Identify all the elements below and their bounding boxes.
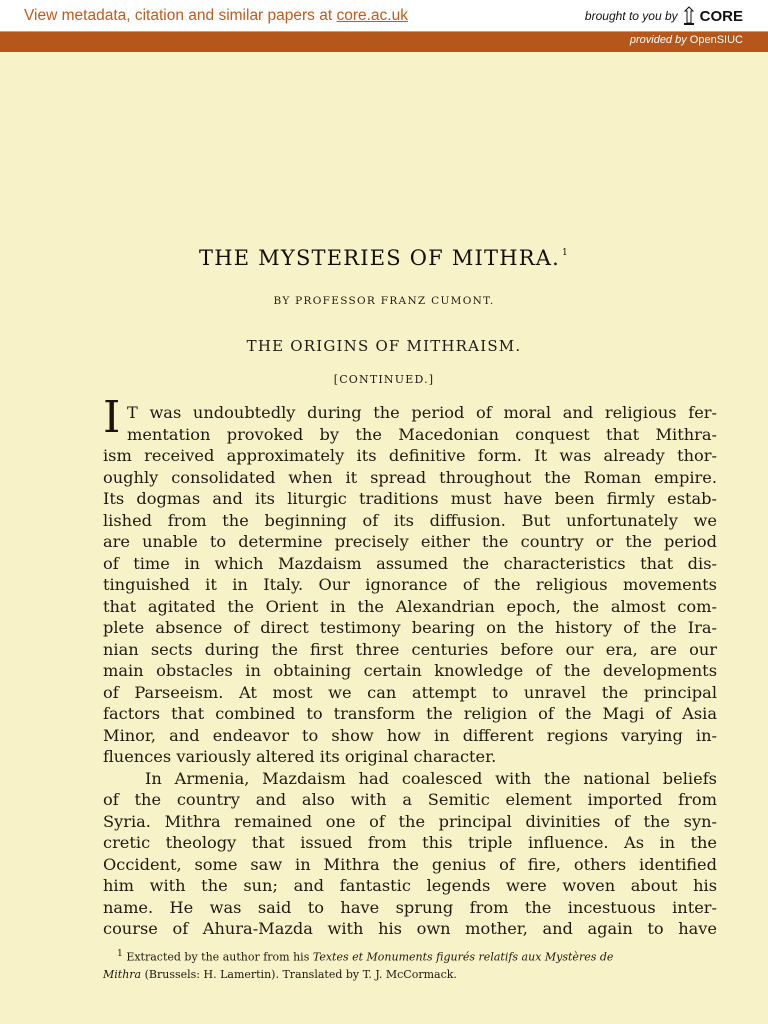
body-line: of time in which Mazdaism assumed the characteristics that dis- <box>103 553 717 573</box>
provided-by-text[interactable] <box>630 34 743 46</box>
core-logo-icon <box>682 6 696 26</box>
footnote-marker: 1 <box>117 948 123 959</box>
drop-cap: I <box>103 392 121 443</box>
body-line: him with the sun; and fantastic legends were woven about his <box>103 876 717 895</box>
body-line: Its dogmas and its liturgic traditions must have been firmly estab- <box>103 489 717 508</box>
body-line: plete absence of direct testimony bearing on the history of the Ira- <box>103 618 717 637</box>
core-brand[interactable] <box>585 6 743 26</box>
body-line: fluences variously altered its original character. <box>103 747 497 766</box>
footnote-lead: Extracted by the author from his <box>126 950 313 964</box>
body-line: Occident, some saw in Mithra the genius of fire, others identified <box>103 854 717 874</box>
core-link-prefix: View metadata, citation and similar papers at <box>24 7 337 24</box>
article-title <box>0 246 768 270</box>
body-line: oughly consolidated when it spread throughout the Roman empire. <box>103 467 717 487</box>
byline: BY PROFESSOR FRANZ CUMONT. <box>273 295 495 307</box>
body-line: that agitated the Orient in the Alexandrian epoch, the almost com- <box>103 596 717 616</box>
body-line: nian sects during the first three centuries before our era, are our <box>103 639 717 659</box>
body-line: are unable to determine precisely either the country or the period <box>103 532 717 551</box>
body-line: cretic theology that issued from this triple influence. As in the <box>103 833 717 852</box>
body-line: main obstacles in obtaining certain knowledge of the developments <box>103 661 717 680</box>
body-line: In Armenia, Mazdaism had coalesced with the national beliefs <box>145 768 717 788</box>
provided-by-bar <box>0 32 768 52</box>
body-line: of the country and also with a Semitic element imported from <box>103 790 717 809</box>
core-logo-text: CORE <box>699 7 743 25</box>
provider-name: OpenSIUC <box>689 34 743 46</box>
footnote-tail: (Brussels: H. Lamertin). Translated by T. J. McCormack. <box>141 967 457 981</box>
body-line: T was undoubtedly during the period of moral and religious fer- <box>127 403 717 422</box>
body-line: tinguished it in Italy. Our ignorance of the religious movements <box>103 575 717 594</box>
title-footnote-marker: 1 <box>562 248 569 258</box>
body-line: ism received approximately its definitive form. It was already thor- <box>103 446 717 465</box>
footnote-work-title: Textes et Monuments figurés relatifs aux Mystères de <box>312 950 614 964</box>
provided-by-label: provided by <box>629 34 687 46</box>
body-line: mentation provoked by the Macedonian conquest that Mithra- <box>127 424 717 444</box>
body-line: lished from the beginning of its diffusion. But unfortunately we <box>103 510 717 530</box>
section-heading: THE ORIGINS OF MITHRAISM. <box>246 337 522 355</box>
body-line: of Parseeism. At most we can attempt to unravel the principal <box>103 682 717 702</box>
footnote-line <box>103 966 717 983</box>
core-metadata-link[interactable] <box>24 7 408 25</box>
footnote-line <box>103 945 717 966</box>
continued-label: [CONTINUED.] <box>333 373 435 386</box>
brought-by-text: brought to you by <box>584 9 678 23</box>
body-line: factors that combined to transform the religion of the Magi of Asia <box>103 704 717 723</box>
body-line: Minor, and endeavor to show how in different regions varying in- <box>103 725 717 745</box>
body-line: Syria. Mithra remained one of the principal divinities of the syn- <box>103 811 717 831</box>
body-line: course of Ahura-Mazda with his own mother, and again to have <box>103 919 717 938</box>
core-ac-uk-link[interactable]: core.ac.uk <box>336 7 408 24</box>
core-banner <box>0 0 768 32</box>
article-title-text: THE MYSTERIES OF MITHRA. <box>199 246 560 270</box>
article-body <box>103 402 717 940</box>
body-line: name. He was said to have sprung from the incestuous inter- <box>103 897 717 917</box>
footnote-work-title-cont: Mithra <box>103 967 142 981</box>
footnote <box>103 945 717 983</box>
